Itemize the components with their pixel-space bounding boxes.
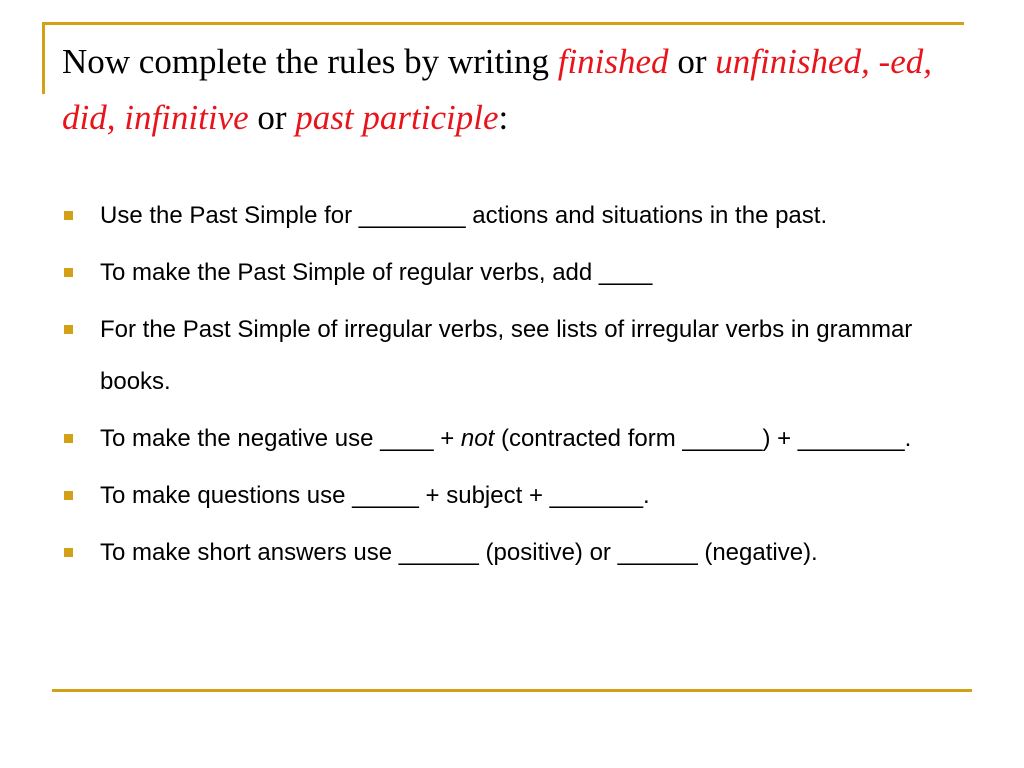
- list-item-text: To make questions use _____ + subject + _______.: [100, 482, 650, 509]
- title-keyword-past-participle: past participle: [295, 98, 499, 137]
- rules-list: [62, 190, 972, 584]
- title-frame-top-line: [42, 22, 964, 25]
- list-item: [62, 527, 972, 579]
- bullet-square-icon: [64, 211, 73, 220]
- bullet-square-icon: [64, 434, 73, 443]
- title-text-1: Now complete the rules by writing: [62, 42, 558, 81]
- title-text-3: or: [248, 98, 296, 137]
- list-item: [62, 413, 972, 465]
- list-item-emphasis: not: [460, 425, 495, 452]
- list-item: [62, 190, 972, 242]
- title-frame-left-line: [42, 22, 45, 94]
- bullet-square-icon: [64, 548, 73, 557]
- list-item-text-pre: To make the negative use ____ +: [100, 425, 461, 452]
- list-item-text: For the Past Simple of irregular verbs, see lists of irregular verbs in grammar books.: [100, 316, 913, 395]
- list-item: [62, 470, 972, 522]
- slide-title: [62, 34, 982, 146]
- bullet-square-icon: [64, 491, 73, 500]
- bullet-square-icon: [64, 325, 73, 334]
- title-text-2: or: [668, 42, 716, 81]
- list-item-text: To make short answers use ______ (positive) or ______ (negative).: [100, 539, 818, 566]
- title-keyword-list: unfinished, -ed, did, infinitive: [62, 42, 932, 137]
- title-text-4: :: [498, 98, 509, 137]
- list-item-text: Use the Past Simple for ________ actions and situations in the past.: [100, 202, 828, 229]
- list-item-text: To make the Past Simple of regular verbs, add ____: [100, 259, 653, 286]
- bullet-square-icon: [64, 268, 73, 277]
- list-item: [62, 247, 972, 299]
- title-keyword-finished: finished: [557, 42, 669, 81]
- list-item-text-post: (contracted form ______) + ________.: [494, 425, 912, 452]
- list-item: [62, 304, 972, 408]
- footer-divider: [52, 689, 972, 692]
